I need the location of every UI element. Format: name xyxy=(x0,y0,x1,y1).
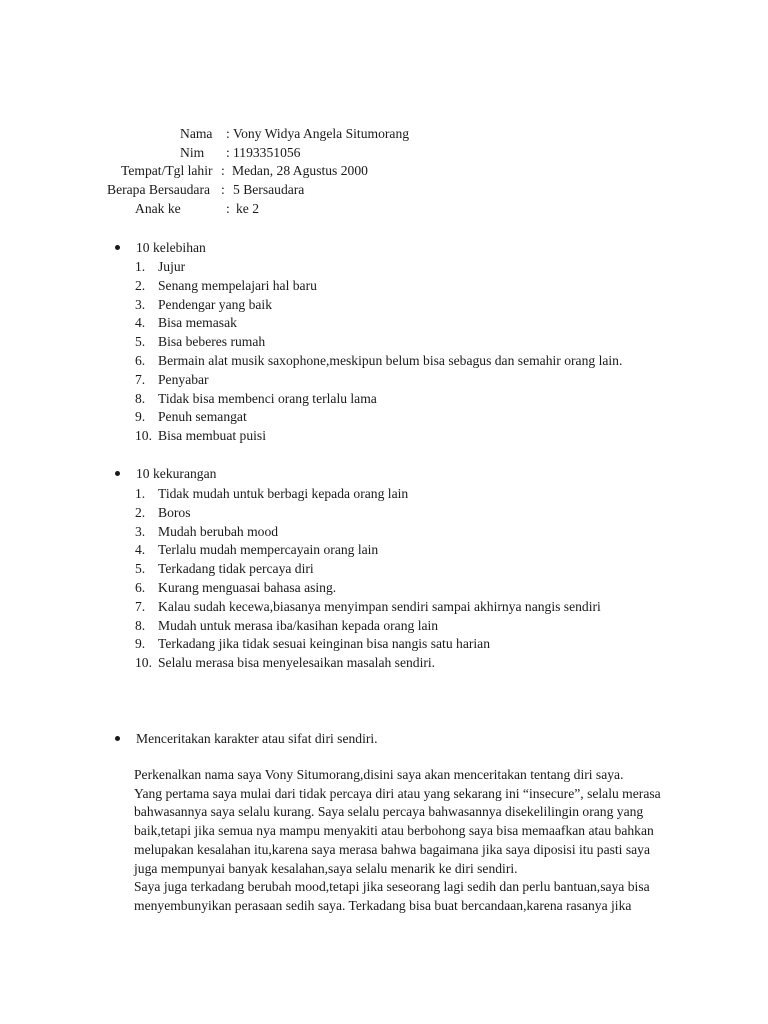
kelebihan-item: Bisa membuat puisi xyxy=(158,428,266,444)
kelebihan-item: Tidak bisa membenci orang terlalu lama xyxy=(158,390,377,406)
bullet-icon xyxy=(115,245,120,250)
identity-value-anak-ke: ke 2 xyxy=(236,201,260,216)
kekurangan-item: Kalau sudah kecewa,biasanya menyimpan sendiri sampai akhirnya nangis sendiri xyxy=(158,598,601,614)
kelebihan-heading: 10 kelebihan xyxy=(136,240,206,255)
identity-value-nama: Vony Widya Angela Situmorang xyxy=(233,126,410,141)
kelebihan-item: Bermain alat musik saxophone,meskipun belum bisa sebagus dan semahir orang lain. xyxy=(158,353,623,368)
kekurangan-item: Tidak mudah untuk berbagi kepada orang lain xyxy=(158,486,409,501)
kelebihan-number: 3. xyxy=(135,296,146,312)
kelebihan-item: Pendengar yang baik xyxy=(158,296,273,312)
kekurangan-item: Terlalu mudah mempercayain orang lain xyxy=(158,542,379,558)
kelebihan-number: 2. xyxy=(135,277,146,293)
karakter-heading: Menceritakan karakter atau sifat diri sendiri. xyxy=(136,731,378,746)
kekurangan-item: Boros xyxy=(158,504,191,520)
kekurangan-item: Mudah berubah mood xyxy=(158,523,279,539)
kekurangan-number: 4. xyxy=(135,542,146,558)
identity-label-anak-ke: Anak ke xyxy=(135,201,181,216)
kekurangan-item: Selalu merasa bisa menyelesaikan masalah sendiri. xyxy=(158,655,436,671)
kelebihan-number: 7. xyxy=(135,371,146,387)
kelebihan-number: 4. xyxy=(135,315,146,331)
kekurangan-number: 5. xyxy=(135,561,146,577)
kelebihan-number: 5. xyxy=(135,334,146,350)
paragraph-line: melupakan kesalahan itu,karena saya merasa bahwa bagaimana jika saya diposisi itu pasti saya xyxy=(134,841,650,857)
kekurangan-number: 9. xyxy=(135,636,146,652)
identity-label-ttl: Tempat/Tgl lahir xyxy=(121,163,213,178)
kekurangan-item: Terkadang jika tidak sesuai keinginan bisa nangis satu harian xyxy=(158,636,490,652)
paragraph-line: juga mempunyai banyak kesalahan,saya selalu menarik ke diri sendiri. xyxy=(134,860,518,876)
identity-label-nama: Nama xyxy=(180,126,213,141)
identity-sep-nama: : xyxy=(226,126,230,141)
paragraph-line: bahwasannya saya selalu kurang. Saya selalu percaya bahwasannya disekelilingin orang yang xyxy=(134,804,644,820)
paragraph-line: Saya juga terkadang berubah mood,tetapi jika seseorang lagi sedih dan perlu bantuan,saya bisa xyxy=(134,879,650,895)
kelebihan-item: Senang mempelajari hal baru xyxy=(158,277,317,293)
identity-value-ttl: Medan, 28 Agustus 2000 xyxy=(232,163,368,178)
identity-value-bersaudara: 5 Bersaudara xyxy=(233,182,305,197)
kelebihan-item: Penuh semangat xyxy=(158,409,247,425)
kekurangan-number: 3. xyxy=(135,523,146,539)
bullet-icon xyxy=(115,471,120,476)
kelebihan-item: Bisa memasak xyxy=(158,315,237,331)
kelebihan-item: Bisa beberes rumah xyxy=(158,334,266,350)
kelebihan-number: 9. xyxy=(135,409,146,425)
identity-label-bersaudara: Berapa Bersaudara xyxy=(107,182,211,197)
kelebihan-number: 1. xyxy=(135,259,146,274)
kelebihan-number: 8. xyxy=(135,390,146,406)
identity-sep-anak-ke: : xyxy=(226,201,230,216)
kelebihan-number: 10. xyxy=(135,428,152,444)
kelebihan-item: Penyabar xyxy=(158,371,209,387)
kekurangan-item: Mudah untuk merasa iba/kasihan kepada orang lain xyxy=(158,617,439,633)
kekurangan-number: 1. xyxy=(135,486,146,501)
kekurangan-number: 10. xyxy=(135,655,152,671)
kekurangan-number: 2. xyxy=(135,504,146,520)
paragraph-line: baik,tetapi jika semua nya mampu menyakiti atau berbohong saya bisa memaafkan atau bahkan xyxy=(134,823,654,839)
kekurangan-number: 6. xyxy=(135,580,146,595)
identity-sep-bersaudara: : xyxy=(221,182,225,197)
identity-sep-ttl: : xyxy=(221,163,225,178)
identity-sep-nim: : xyxy=(226,145,230,160)
identity-label-nim: Nim xyxy=(180,145,205,160)
kekurangan-number: 8. xyxy=(135,617,146,633)
paragraph-line: Perkenalkan nama saya Vony Situmorang,disini saya akan menceritakan tentang diri saya. xyxy=(134,767,624,782)
kekurangan-item: Kurang menguasai bahasa asing. xyxy=(158,580,337,595)
kekurangan-item: Terkadang tidak percaya diri xyxy=(158,561,314,577)
kekurangan-heading: 10 kekurangan xyxy=(136,466,217,481)
bullet-icon xyxy=(115,736,120,741)
paragraph-line: Yang pertama saya mulai dari tidak percaya diri atau yang sekarang ini “insecure”, selalu merasa xyxy=(134,785,661,801)
karakter-paragraph xyxy=(134,766,694,916)
kekurangan-number: 7. xyxy=(135,598,146,614)
identity-value-nim: 1193351056 xyxy=(233,145,301,160)
paragraph-line: menyembunyikan perasaan sedih saya. Terkadang bisa buat bercandaan,karena rasanya jika xyxy=(134,897,632,913)
kelebihan-number: 6. xyxy=(135,353,146,368)
kelebihan-item: Jujur xyxy=(158,259,186,274)
